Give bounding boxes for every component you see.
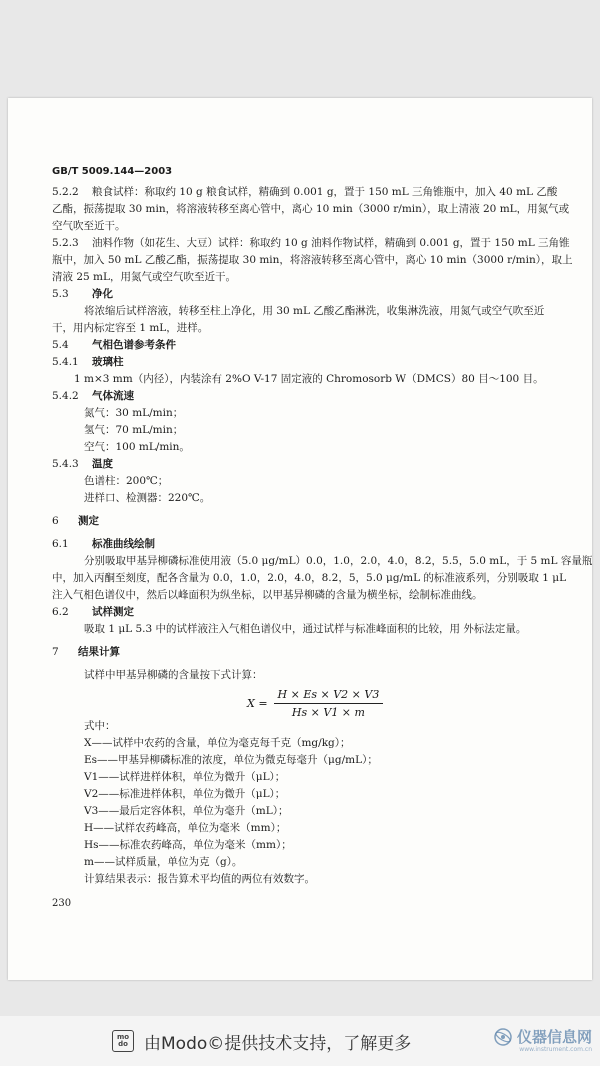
line-text: 干，用内标定容至 1 mL，进样。 (52, 322, 209, 334)
line-text: m——试样质量，单位为克（g）。 (84, 856, 243, 868)
section-title: 测定 (78, 515, 99, 527)
section-title: 标准曲线绘制 (92, 538, 155, 550)
line-text: V1——试样进样体积，单位为微升（μL）； (84, 771, 286, 783)
line-text: 1 m×3 mm（内径），内装涂有 2%O V-17 固定液的 Chromosorb W（DMCS）80 目～100 目。 (74, 373, 544, 385)
line-text: 式中： (84, 720, 116, 732)
section-title: 净化 (92, 288, 113, 300)
section-number: 5.4.2 (52, 390, 79, 402)
text-line (52, 371, 557, 388)
text-line (52, 269, 557, 286)
line-text: 空气：100 mL/min。 (84, 441, 190, 453)
text-line (52, 405, 557, 422)
line-text: 氮气：30 mL/min； (84, 407, 184, 419)
line-text: 分别吸取甲基异柳磷标准使用液（5.0 μg/mL）0.0，1.0，2.0，4.0，8.2，5.5，5.0 mL，于 5 mL 容量瓶 (84, 555, 592, 567)
footer-text[interactable]: 由Modo©提供技术支持，了解更多 (144, 1033, 412, 1054)
text-line (52, 820, 557, 837)
text-line (52, 439, 557, 456)
text-line (52, 201, 570, 218)
section-number: 6 (52, 515, 59, 527)
section-number: 5.3 (52, 288, 69, 300)
text-line (52, 422, 557, 439)
line-text: 空气吹至近干。 (52, 220, 126, 232)
section-number: 5.4.3 (52, 458, 79, 470)
text-line (52, 752, 557, 769)
standard-number: GB/T 5009.144—2003 (52, 166, 173, 177)
section-number: 5.2.3 (52, 237, 79, 249)
section-heading (52, 536, 557, 553)
text-line (52, 837, 557, 854)
text-line (52, 803, 557, 820)
formula-fraction (274, 686, 384, 721)
line-text: V3——最后定容体积，单位为毫升（mL）； (84, 805, 289, 817)
section-heading (52, 286, 557, 303)
line-text: 氢气：70 mL/min； (84, 424, 184, 436)
text-line (52, 667, 557, 684)
document-body (52, 184, 592, 888)
text-line (52, 252, 573, 269)
text-line (52, 570, 567, 587)
section-number: 5.4.1 (52, 356, 79, 368)
section-title: 温度 (92, 458, 113, 470)
text-line (52, 769, 557, 786)
text-line (52, 320, 557, 337)
section-heading (52, 354, 557, 371)
line-text: 将浓缩后试样溶液，转移至柱上净化，用 30 mL 乙酸乙酯淋洗，收集淋洗液，用氮气或空气吹至近 (84, 305, 545, 317)
section-number: 5.2.2 (52, 186, 79, 198)
line-text: 油料作物（如花生、大豆）试样：称取约 10 g 油料作物试样，精确到 0.001 g，置于 150 mL 三角锥 (92, 237, 570, 249)
section-number: 7 (52, 646, 59, 658)
line-text: 中，加入丙酮至刻度，配各含量为 0.0，1.0，2.0，4.0，8.2，5，5.0 μg/mL 的标准液系列，分别吸取 1 μL (52, 572, 567, 584)
document-page (8, 98, 592, 980)
line-text: 乙酯，振荡提取 30 min，将溶液转移至离心管中，离心 10 min（3000 r/min），取上清液 20 mL，用氮气或 (52, 203, 570, 215)
text-line (52, 735, 557, 752)
section-heading (52, 513, 557, 530)
section-heading (52, 604, 557, 621)
watermark-text: 仪器信息网 (516, 1028, 592, 1046)
formula-numerator: H × Es × V2 × V3 (274, 686, 384, 704)
watermark-url: www.instrument.com.cn (519, 1046, 592, 1053)
line-text: X——试样中农药的含量，单位为毫克每千克（mg/kg）； (84, 737, 351, 749)
line-text: 色谱柱：200℃； (84, 475, 169, 487)
line-text: V2——标准进样体积，单位为微升（μL）； (84, 788, 286, 800)
watermark (493, 1026, 592, 1053)
line-text: 进样口、检测器：220℃。 (84, 492, 211, 504)
section-heading (52, 644, 557, 661)
section-title: 气相色谱参考条件 (92, 339, 176, 351)
line-text: 吸取 1 μL 5.3 中的试样液注入气相色谱仪中，通过试样与标准峰面积的比较，用 外标法定量。 (84, 623, 527, 635)
section-title: 结果计算 (78, 646, 120, 658)
formula-lhs: X = (247, 697, 268, 710)
text-line (52, 490, 557, 507)
line-text: 试样中甲基异柳磷的含量按下式计算： (84, 669, 263, 681)
section-title: 气体流速 (92, 390, 134, 402)
section-number: 6.1 (52, 538, 69, 550)
section-heading (52, 388, 557, 405)
line-text: Es——甲基异柳磷标准的浓度，单位为微克每毫升（μg/mL）； (84, 754, 378, 766)
watermark-logo-icon (493, 1027, 513, 1047)
modo-logo-icon: mo do (112, 1030, 134, 1052)
line-text: Hs——标准农药峰高，单位为毫米（mm）； (84, 839, 292, 851)
text-line (52, 303, 557, 320)
text-line (52, 235, 570, 252)
line-text: 瓶中，加入 50 mL 乙酸乙酯，振荡提取 30 min，将溶液转移至离心管中，离心 10 min（3000 r/min），取上 (52, 254, 573, 266)
section-heading (52, 456, 557, 473)
formula-denominator: Hs × V1 × m (291, 706, 365, 719)
line-text: 粮食试样：称取约 10 g 粮食试样，精确到 0.001 g，置于 150 mL 三角锥瓶中，加入 40 mL 乙酸 (92, 186, 558, 198)
text-line (52, 854, 557, 871)
line-text: 计算结果表示：报告算术平均值的两位有效数字。 (84, 873, 315, 885)
text-line (52, 587, 557, 604)
line-text: H——试样农药峰高，单位为毫米（mm）； (84, 822, 287, 834)
text-line (52, 621, 557, 638)
line-text: 注入气相色谱仪中，然后以峰面积为纵坐标，以甲基异柳磷的含量为横坐标，绘制标准曲线。 (52, 589, 483, 601)
section-heading (52, 337, 557, 354)
result-formula (247, 686, 383, 721)
section-number: 6.2 (52, 606, 69, 618)
text-line (52, 871, 557, 888)
text-line (52, 218, 557, 235)
formula-row (52, 684, 557, 718)
text-line (52, 184, 557, 201)
line-text: 清液 25 mL，用氮气或空气吹至近干。 (52, 271, 236, 283)
page-number: 230 (52, 898, 72, 909)
text-line (52, 786, 557, 803)
section-number: 5.4 (52, 339, 69, 351)
section-title: 玻璃柱 (92, 356, 124, 368)
section-title: 试样测定 (92, 606, 134, 618)
text-line (52, 553, 592, 570)
text-line (52, 473, 557, 490)
